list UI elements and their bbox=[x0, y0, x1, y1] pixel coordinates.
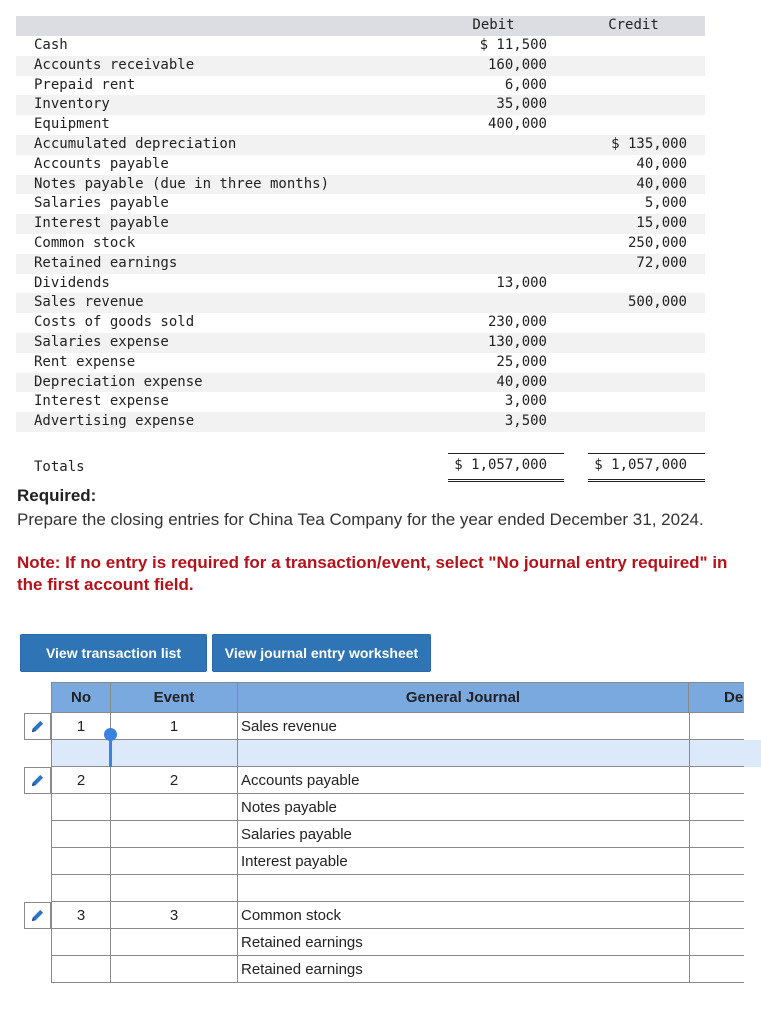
debit-amount: 3,000 bbox=[504, 393, 547, 410]
credit-amount: 15,000 bbox=[636, 215, 687, 232]
debit-field[interactable] bbox=[689, 902, 744, 929]
trial-balance-row bbox=[16, 135, 705, 155]
trial-balance-row bbox=[16, 175, 705, 195]
trial-balance-row bbox=[16, 392, 705, 412]
account-name: Depreciation expense bbox=[34, 373, 203, 390]
trial-balance-row bbox=[16, 76, 705, 96]
trial-balance-header bbox=[16, 16, 705, 36]
trial-balance-row bbox=[16, 353, 705, 373]
debit-field[interactable] bbox=[689, 794, 744, 821]
account-name: Accounts receivable bbox=[34, 56, 195, 73]
trial-balance-row bbox=[16, 373, 705, 393]
trial-balance-row bbox=[16, 234, 705, 254]
required-text: Prepare the closing entries for China Tea Company for the year ended December 31, 2024. bbox=[17, 510, 704, 529]
view-transaction-list-button[interactable]: View transaction list bbox=[20, 634, 207, 672]
event-number bbox=[110, 794, 237, 821]
account-field[interactable]: Retained earnings bbox=[237, 929, 689, 956]
trial-balance-totals bbox=[16, 453, 705, 481]
credit-amount: 5,000 bbox=[644, 195, 687, 212]
debit-column-header-truncated: De bbox=[688, 682, 744, 713]
debit-amount: 160,000 bbox=[487, 56, 547, 73]
credit-amount: 40,000 bbox=[636, 155, 687, 172]
note-text: Note: If no entry is required for a transaction/event, select "No journal entry required" in the first account field. bbox=[17, 553, 728, 594]
journal-row[interactable] bbox=[51, 794, 744, 821]
debit-field[interactable] bbox=[689, 956, 744, 983]
journal-row[interactable] bbox=[51, 902, 744, 929]
trial-balance-row bbox=[16, 155, 705, 175]
debit-amount: 35,000 bbox=[496, 96, 547, 113]
totals-debit: $ 1,057,000 bbox=[454, 457, 547, 473]
credit-amount: 500,000 bbox=[627, 294, 687, 311]
journal-row[interactable] bbox=[51, 767, 744, 794]
event-number bbox=[110, 740, 237, 767]
debit-amount: 230,000 bbox=[487, 314, 547, 331]
journal-row[interactable] bbox=[51, 956, 744, 983]
account-name: Dividends bbox=[34, 274, 110, 291]
trial-balance-row bbox=[16, 56, 705, 76]
account-name: Accounts payable bbox=[34, 155, 169, 172]
no-column-header: No bbox=[51, 682, 111, 713]
debit-amount: $ 11,500 bbox=[479, 37, 547, 53]
debit-field[interactable] bbox=[689, 848, 744, 875]
required-label: Required: bbox=[17, 486, 97, 505]
event-number bbox=[110, 875, 237, 902]
event-number bbox=[110, 848, 237, 875]
account-name: Interest payable bbox=[34, 215, 169, 232]
event-column-header: Event bbox=[110, 682, 238, 713]
account-name: Retained earnings bbox=[34, 254, 178, 271]
event-number: 2 bbox=[110, 767, 237, 794]
entry-number: 3 bbox=[51, 902, 110, 929]
trial-balance-row bbox=[16, 95, 705, 115]
entry-number bbox=[51, 740, 110, 767]
account-name: Equipment bbox=[34, 116, 110, 133]
account-field[interactable] bbox=[237, 875, 689, 902]
totals-label: Totals bbox=[34, 459, 85, 475]
journal-row[interactable] bbox=[51, 875, 744, 902]
debit-field[interactable] bbox=[689, 740, 744, 767]
journal-row[interactable] bbox=[51, 821, 744, 848]
trial-balance-row bbox=[16, 274, 705, 294]
event-number bbox=[110, 929, 237, 956]
debit-field[interactable] bbox=[689, 929, 744, 956]
credit-amount: 40,000 bbox=[636, 175, 687, 192]
entry-number bbox=[51, 821, 110, 848]
entry-number bbox=[51, 794, 110, 821]
debit-field[interactable] bbox=[689, 821, 744, 848]
journal-row[interactable] bbox=[51, 740, 761, 767]
drag-handle-line bbox=[109, 734, 112, 767]
account-name: Costs of goods sold bbox=[34, 314, 195, 331]
debit-column-header: Debit bbox=[472, 17, 515, 33]
trial-balance-row bbox=[16, 412, 705, 432]
trial-balance-row bbox=[16, 214, 705, 234]
debit-field[interactable] bbox=[689, 767, 744, 794]
entry-number bbox=[51, 875, 110, 902]
debit-amount: 6,000 bbox=[504, 76, 547, 93]
trial-balance-row bbox=[16, 254, 705, 274]
account-field[interactable]: Accounts payable bbox=[237, 767, 689, 794]
trial-balance-row bbox=[16, 313, 705, 333]
entry-number bbox=[51, 929, 110, 956]
trial-balance-row bbox=[16, 293, 705, 313]
debit-field[interactable] bbox=[689, 875, 744, 902]
debit-amount: 25,000 bbox=[496, 353, 547, 370]
totals-credit: $ 1,057,000 bbox=[594, 457, 687, 473]
debit-amount: 130,000 bbox=[487, 333, 547, 350]
trial-balance-row bbox=[16, 36, 705, 56]
account-name: Sales revenue bbox=[34, 294, 144, 311]
event-number bbox=[110, 956, 237, 983]
debit-amount: 3,500 bbox=[504, 413, 547, 430]
journal-row[interactable] bbox=[51, 929, 744, 956]
edit-pencil-icon[interactable] bbox=[24, 767, 51, 794]
entry-number bbox=[51, 848, 110, 875]
edit-pencil-icon[interactable] bbox=[24, 713, 51, 740]
account-field[interactable]: Sales revenue bbox=[237, 713, 689, 740]
event-number bbox=[110, 821, 237, 848]
account-name: Common stock bbox=[34, 234, 136, 251]
account-name: Accumulated depreciation bbox=[34, 135, 237, 152]
credit-amount: $ 135,000 bbox=[611, 135, 687, 152]
debit-amount: 13,000 bbox=[496, 274, 547, 291]
debit-amount: 400,000 bbox=[487, 116, 547, 133]
debit-field[interactable] bbox=[689, 713, 744, 740]
entry-number: 1 bbox=[51, 713, 110, 740]
account-field[interactable]: Notes payable bbox=[237, 794, 689, 821]
account-name: Inventory bbox=[34, 96, 110, 113]
edit-pencil-icon[interactable] bbox=[24, 902, 51, 929]
credit-amount: 250,000 bbox=[627, 234, 687, 251]
journal-row[interactable] bbox=[51, 713, 744, 740]
credit-amount: 72,000 bbox=[636, 254, 687, 271]
account-name: Advertising expense bbox=[34, 413, 195, 430]
account-name: Prepaid rent bbox=[34, 76, 136, 93]
account-name: Cash bbox=[34, 37, 68, 53]
account-field[interactable] bbox=[237, 740, 689, 767]
account-name: Notes payable (due in three months) bbox=[34, 175, 330, 192]
account-name: Salaries expense bbox=[34, 333, 169, 350]
trial-balance-row bbox=[16, 194, 705, 214]
account-name: Interest expense bbox=[34, 393, 169, 410]
entry-number bbox=[51, 956, 110, 983]
account-name: Rent expense bbox=[34, 353, 136, 370]
account-name: Salaries payable bbox=[34, 195, 169, 212]
account-field[interactable]: Interest payable bbox=[237, 848, 689, 875]
account-field[interactable]: Retained earnings bbox=[237, 956, 689, 983]
credit-column-header: Credit bbox=[608, 17, 659, 33]
account-field[interactable]: Salaries payable bbox=[237, 821, 689, 848]
view-journal-entry-worksheet-button[interactable]: View journal entry worksheet bbox=[212, 634, 431, 672]
debit-amount: 40,000 bbox=[496, 373, 547, 390]
entry-number: 2 bbox=[51, 767, 110, 794]
general-journal-column-header: General Journal bbox=[237, 682, 689, 713]
trial-balance-row bbox=[16, 333, 705, 353]
account-field[interactable]: Common stock bbox=[237, 902, 689, 929]
journal-row[interactable] bbox=[51, 848, 744, 875]
event-number: 3 bbox=[110, 902, 237, 929]
event-number: 1 bbox=[110, 713, 237, 740]
trial-balance bbox=[16, 16, 705, 475]
trial-balance-row bbox=[16, 115, 705, 135]
